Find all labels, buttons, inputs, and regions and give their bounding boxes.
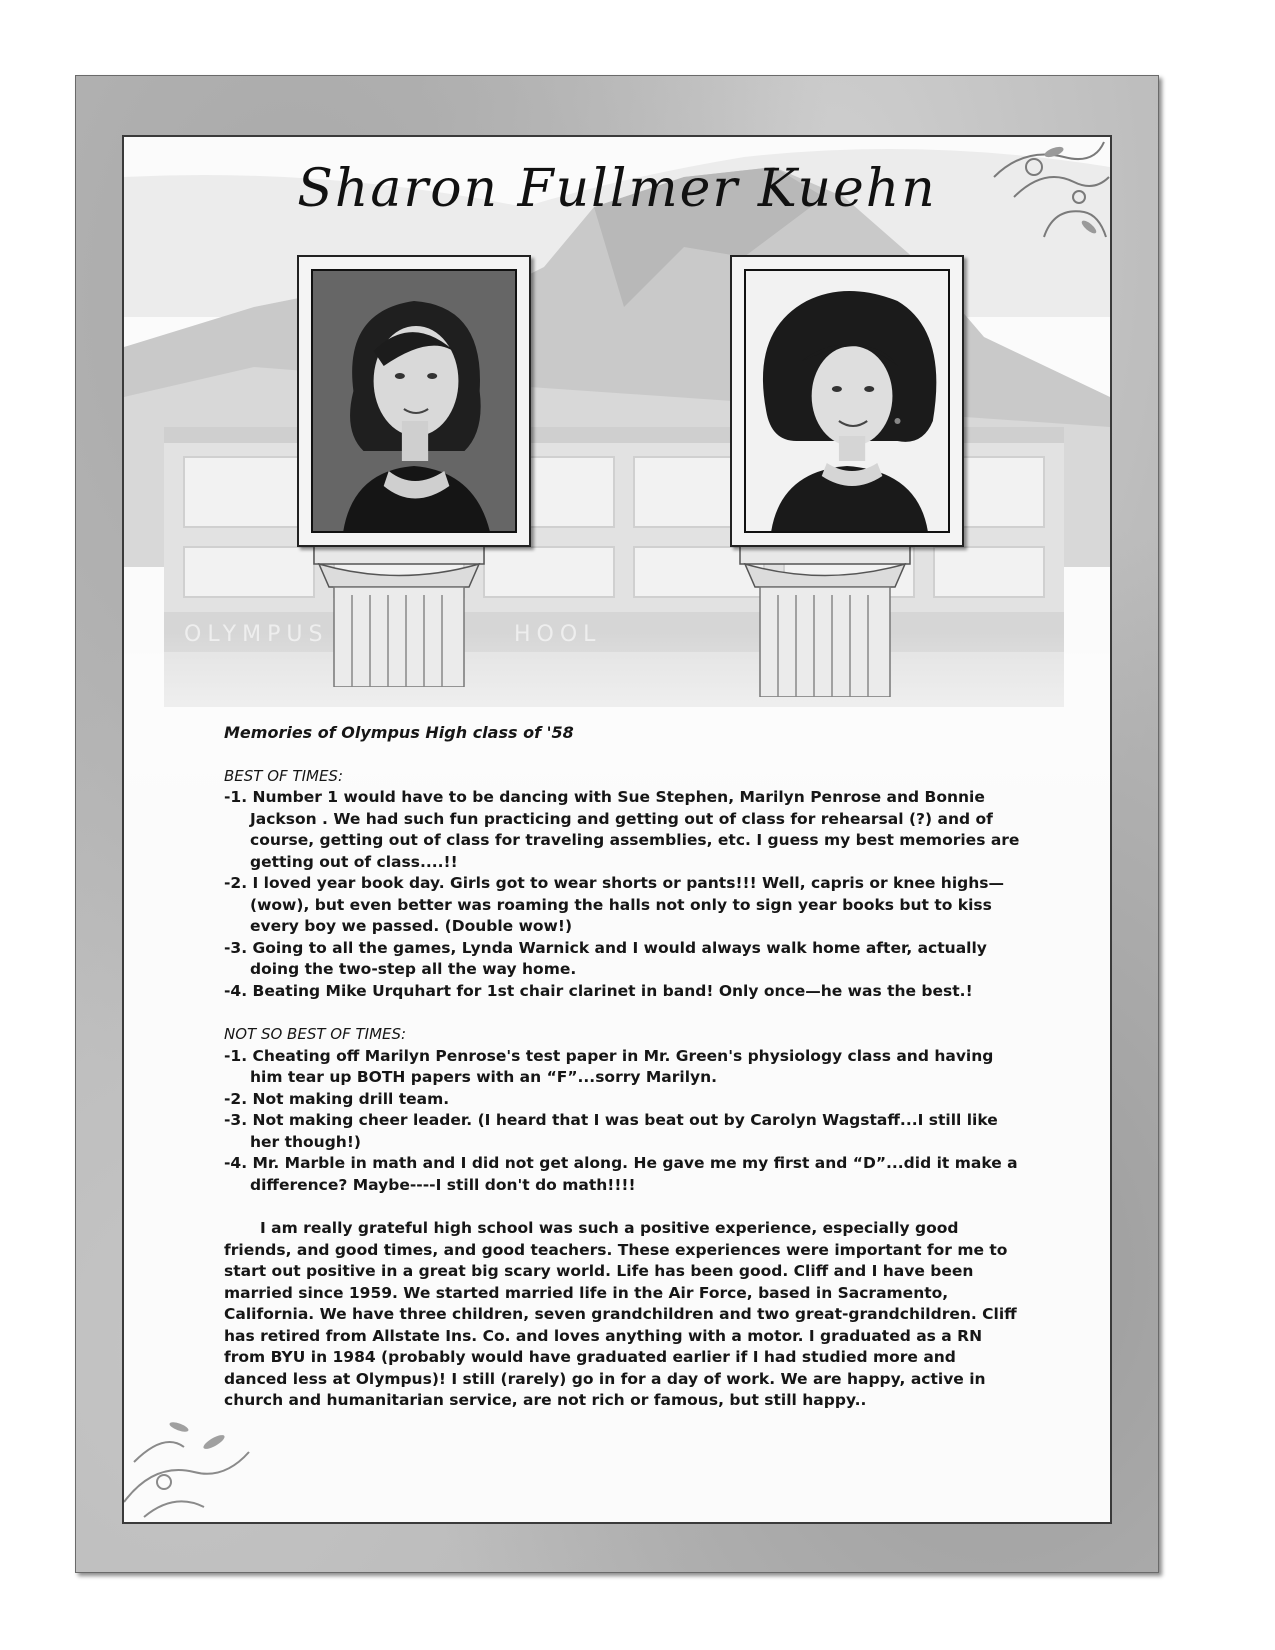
page-title: Sharon Fullmer Kuehn <box>297 159 937 219</box>
content-panel <box>122 135 1112 1524</box>
memories-text <box>224 722 1024 1412</box>
best-of-times-title: BEST OF TIMES: <box>224 766 344 785</box>
current-portrait <box>744 269 950 533</box>
flourish-bottom-left <box>124 1402 254 1520</box>
pillar-left <box>304 537 494 687</box>
photo-frame-current <box>730 255 964 547</box>
closing-paragraph: I am really grateful high school was such a positive experience, especially good friends, and good times, and good teachers. These experiences were important for me to start out positive in a great big scary world. Life has been good. Cliff and I have been married since 1959. We started married life in the Air Force, based in Sacramento, California. We have three children, seven grandchildren and two great-grandchildren. Cliff has retired from Allstate Ins. Co. and loves anything with a motor. I graduated as a RN from BYU in 1984 (probably would have graduated earlier if I had studied more and danced less at Olympus)! I still (rarely) go in for a day of work. We are happy, active in church and humanitarian service, are not rich or famous, but still happy.. <box>224 1219 1017 1409</box>
pillar-right <box>730 537 920 697</box>
list-item: -2. Not making drill team. <box>224 1089 450 1108</box>
list-item: -3. Going to all the games, Lynda Warnick and I would always walk home after, actually doing the two-step all the way home. <box>224 938 987 978</box>
not-so-best-title: NOT SO BEST OF TIMES: <box>224 1025 407 1043</box>
list-item: -4. Beating Mike Urquhart for 1st chair clarinet in band! Only once—he was the best.! <box>224 981 973 1000</box>
photo-frame-yearbook <box>297 255 531 547</box>
list-item: -2. I loved year book day. Girls got to wear shorts or pants!!! Well, capris or knee highs—(wow), but even better was roaming the halls not only to sign year books but to kiss every boy we passed. (Double wow!) <box>224 874 1004 935</box>
list-item: -1. Number 1 would have to be dancing with Sue Stephen, Marilyn Penrose and Bonnie Jackson . We had such fun practicing and getting out of class for rehearsal (?) and of course, getting out of class for traveling assemblies, etc. I guess my best memories are getting out of class....!! <box>224 788 1020 871</box>
list-item: -1. Cheating off Marilyn Penrose's test paper in Mr. Green's physiology class and having him tear up BOTH papers with an “F”...sorry Marilyn. <box>224 1046 994 1086</box>
list-item: -3. Not making cheer leader. (I heard that I was beat out by Carolyn Wagstaff...I still like her though!) <box>224 1111 998 1151</box>
memories-heading: Memories of Olympus High class of '58 <box>224 723 574 742</box>
yearbook-portrait <box>311 269 517 533</box>
best-of-times-list <box>224 787 1024 1002</box>
list-item: -4. Mr. Marble in math and I did not get along. He gave me my first and “D”...did it make a difference? Maybe----I still don't do math!!!! <box>224 1154 1018 1194</box>
not-so-best-list <box>224 1046 1024 1197</box>
